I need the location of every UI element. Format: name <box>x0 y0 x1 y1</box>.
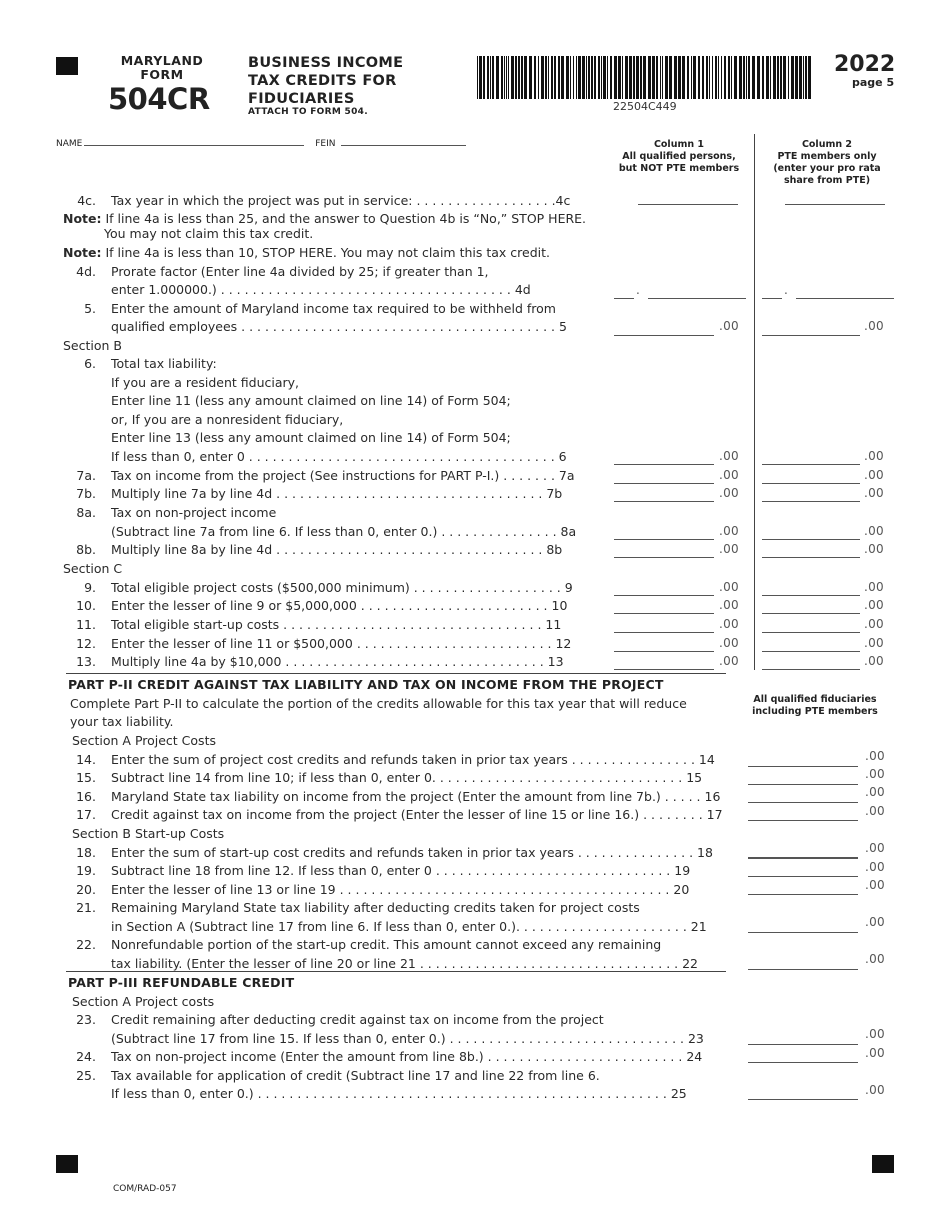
line-11-col1-field[interactable] <box>614 620 714 633</box>
cents: .00 <box>864 542 884 556</box>
barcode-bar <box>739 56 742 99</box>
cents: .00 <box>864 524 884 538</box>
barcode-bar <box>518 56 520 99</box>
cents: .00 <box>865 1083 885 1097</box>
barcode-bar <box>728 56 730 99</box>
line-4d-label-cont: enter 1.000000.) . . . . . . . . . . . . . . . . . . . . . . . . . . . . . . . . . . . . . 4d <box>111 282 531 297</box>
line-number: 10. <box>76 598 96 613</box>
line-number: 6. <box>84 356 96 371</box>
barcode-bar <box>746 56 747 99</box>
line-12-label: Enter the lesser of line 11 or $500,000 . . . . . . . . . . . . . . . . . . . . . . . . . 12 <box>111 636 572 651</box>
line-4d-col2-integer[interactable] <box>762 286 782 299</box>
barcode-bar <box>633 56 635 99</box>
line-12-col2-field[interactable] <box>762 639 860 652</box>
line-5-col1-field[interactable] <box>614 323 714 336</box>
cents: .00 <box>719 319 739 333</box>
line-number: 7b. <box>76 486 96 501</box>
line-4c-col1-field[interactable] <box>638 192 738 205</box>
barcode-bar <box>534 56 536 99</box>
line-13-col1-field[interactable] <box>614 657 714 670</box>
barcode <box>477 56 813 99</box>
line-18-field[interactable] <box>748 845 858 859</box>
barcode-bar <box>588 56 590 99</box>
attach-instruction: ATTACH TO FORM 504. <box>248 107 368 117</box>
line-9-label: Total eligible project costs ($500,000 minimum) . . . . . . . . . . . . . . . . . . . 9 <box>111 580 573 595</box>
section-a-project-costs: Section A Project Costs <box>72 733 216 748</box>
line-7a-col1-field[interactable] <box>614 471 714 484</box>
cents: .00 <box>865 749 885 763</box>
cents: .00 <box>719 468 739 482</box>
line-number: 8a. <box>76 505 96 520</box>
line-4d-col1-integer[interactable] <box>614 286 634 299</box>
barcode-bar <box>799 56 802 99</box>
barcode-bar <box>610 56 612 99</box>
name-field[interactable] <box>84 145 304 146</box>
barcode-bar <box>541 56 544 99</box>
barcode-bar <box>538 56 539 99</box>
barcode-bar <box>603 56 606 99</box>
barcode-bar <box>795 56 798 99</box>
form-title: BUSINESS INCOME TAX CREDITS FOR FIDUCIARIES <box>248 55 404 107</box>
barcode-bar <box>698 56 700 99</box>
line-21-field[interactable] <box>748 920 858 933</box>
barcode-bar <box>643 56 646 99</box>
barcode-bar <box>682 56 685 99</box>
barcode-bar <box>508 56 509 99</box>
cents: .00 <box>719 486 739 500</box>
column-divider <box>754 134 755 670</box>
barcode-bar <box>669 56 672 99</box>
barcode-bar <box>702 56 704 99</box>
section-rule <box>66 971 726 972</box>
barcode-bar <box>718 56 719 99</box>
barcode-bar <box>573 56 574 99</box>
page-number: page 5 <box>852 76 895 89</box>
line-11-col2-field[interactable] <box>762 620 860 633</box>
line-5-label: Enter the amount of Maryland income tax required to be withheld from <box>111 301 556 316</box>
cents: .00 <box>864 654 884 668</box>
barcode-bar <box>660 56 661 99</box>
barcode-bar <box>529 56 532 99</box>
barcode-bar <box>777 56 779 99</box>
line-22-label: Nonrefundable portion of the start-up credit. This amount cannot exceed any remaining <box>111 937 662 952</box>
line-6-resident-instr: Enter line 11 (less any amount claimed on line 14) of Form 504; <box>111 393 511 408</box>
barcode-bar <box>614 56 617 99</box>
line-14-field[interactable] <box>748 754 858 767</box>
line-number: 13. <box>76 654 96 669</box>
barcode-bar <box>586 56 587 99</box>
cents: .00 <box>865 1046 885 1060</box>
line-8a-label: Tax on non-project income <box>111 505 277 520</box>
barcode-bar <box>501 56 503 99</box>
line-6-label: Total tax liability: <box>111 356 217 371</box>
line-number: 20. <box>76 882 96 897</box>
barcode-bar <box>766 56 769 99</box>
barcode-bar <box>731 56 732 99</box>
barcode-bar <box>558 56 560 99</box>
barcode-bar <box>752 56 755 99</box>
line-number: 15. <box>76 770 96 785</box>
line-number: 14. <box>76 752 96 767</box>
line-15-label: Subtract line 14 from line 10; if less than 0, enter 0. . . . . . . . . . . . . . . . . . . . . . . . . . . . . . . . 15 <box>111 770 703 785</box>
barcode-bar <box>791 56 794 99</box>
form-code: COM/RAD-057 <box>113 1184 177 1194</box>
line-7b-col2-field[interactable] <box>762 489 860 502</box>
part-p2-title: PART P-II CREDIT AGAINST TAX LIABILITY AND TAX ON INCOME FROM THE PROJECT <box>68 677 664 692</box>
line-number: 22. <box>76 937 96 952</box>
barcode-bar <box>629 56 632 99</box>
line-23-field[interactable] <box>748 1032 858 1045</box>
barcode-bar <box>506 56 507 99</box>
line-number: 25. <box>76 1068 96 1083</box>
column-1-header: Column 1 All qualified persons, but NOT PTE members <box>618 139 740 174</box>
cents: .00 <box>865 804 885 818</box>
cents: .00 <box>864 449 884 463</box>
line-5-label-cont: qualified employees . . . . . . . . . . . . . . . . . . . . . . . . . . . . . . . . . . . . . . . . 5 <box>111 319 567 334</box>
line-20-field[interactable] <box>748 882 858 895</box>
line-4c-label: Tax year in which the project was put in service: . . . . . . . . . . . . . . . . . .4c <box>111 193 571 208</box>
part-p2-intro-cont: your tax liability. <box>70 714 174 729</box>
line-9-col1-field[interactable] <box>614 583 714 596</box>
barcode-bar <box>706 56 708 99</box>
barcode-bar <box>803 56 804 99</box>
line-number: 21. <box>76 900 96 915</box>
cents: .00 <box>865 1027 885 1041</box>
cents: .00 <box>865 841 885 855</box>
line-6-nonresident-instr: Enter line 13 (less any amount claimed on line 14) of Form 504; <box>111 430 511 445</box>
barcode-bar <box>788 56 789 99</box>
registration-mark <box>56 57 78 75</box>
cents: .00 <box>719 598 739 612</box>
cents: .00 <box>719 636 739 650</box>
line-21-label-cont: in Section A (Subtract line 17 from line 6. If less than 0, enter 0.). . . . . . . . . . . . . . . . . . . . . . 21 <box>111 919 707 934</box>
line-24-field[interactable] <box>748 1050 858 1063</box>
line-6-nonresident: or, If you are a nonresident fiduciary, <box>111 412 344 427</box>
barcode-bar <box>678 56 681 99</box>
line-6-resident: If you are a resident fiduciary, <box>111 375 300 390</box>
cents: .00 <box>864 486 884 500</box>
line-24-label: Tax on non-project income (Enter the amount from line 8b.) . . . . . . . . . . . . . . . . . . . . . . . . . 24 <box>111 1049 703 1064</box>
line-10-col2-field[interactable] <box>762 601 860 614</box>
line-17-field[interactable] <box>748 808 858 821</box>
line-13-label: Multiply line 4a by $10,000 . . . . . . . . . . . . . . . . . . . . . . . . . . . . . . . . . 13 <box>111 654 564 669</box>
cents: .00 <box>864 598 884 612</box>
cents: .00 <box>719 542 739 556</box>
cents: .00 <box>864 319 884 333</box>
section-b-heading: Section B <box>63 338 122 353</box>
line-22-field[interactable] <box>748 957 858 970</box>
barcode-bar <box>598 56 600 99</box>
barcode-bar <box>576 56 577 99</box>
cents: .00 <box>719 524 739 538</box>
barcode-bar <box>709 56 710 99</box>
line-20-label: Enter the lesser of line 13 or line 19 . . . . . . . . . . . . . . . . . . . . . . . . . . . . . . . . . . . . . . . . . . 20 <box>111 882 690 897</box>
barcode-bar <box>554 56 556 99</box>
section-c-heading: Section C <box>63 561 123 576</box>
barcode-bar <box>504 56 505 99</box>
fiduciaries-column-header: All qualified fiduciaries including PTE members <box>752 694 878 717</box>
cents: .00 <box>719 617 739 631</box>
barcode-bar <box>570 56 571 99</box>
line-8a-label-cont: (Subtract line 7a from line 6. If less than 0, enter 0.) . . . . . . . . . . . . . . . 8a <box>111 524 577 539</box>
cents: .00 <box>865 767 885 781</box>
line-14-label: Enter the sum of project cost credits and refunds taken in prior tax years . . . . . . . . . . . . . . . . 14 <box>111 752 715 767</box>
barcode-bar <box>636 56 639 99</box>
line-number: 24. <box>76 1049 96 1064</box>
line-number: 7a. <box>76 468 96 483</box>
barcode-bar <box>524 56 527 99</box>
barcode-bar <box>757 56 760 99</box>
cents: .00 <box>865 785 885 799</box>
barcode-bar <box>715 56 717 99</box>
barcode-bar <box>591 56 593 99</box>
cents: .00 <box>719 580 739 594</box>
column-2-header: Column 2 PTE members only (enter your pro rata share from PTE) <box>773 139 881 186</box>
line-6-label-cont: If less than 0, enter 0 . . . . . . . . . . . . . . . . . . . . . . . . . . . . . . . . . . . . . . . 6 <box>111 449 567 464</box>
line-4c-col2-field[interactable] <box>785 192 885 205</box>
line-8b-col2-field[interactable] <box>762 545 860 558</box>
line-7b-col1-field[interactable] <box>614 489 714 502</box>
barcode-bar <box>496 56 499 99</box>
barcode-number: 22504C449 <box>613 100 677 113</box>
barcode-bar <box>487 56 489 99</box>
barcode-bar <box>492 56 494 99</box>
line-8a-col1-field[interactable] <box>614 527 714 540</box>
barcode-bar <box>808 56 811 99</box>
line-16-field[interactable] <box>748 790 858 803</box>
barcode-bar <box>652 56 655 99</box>
line-12-col1-field[interactable] <box>614 639 714 652</box>
line-number: 4d. <box>76 264 96 279</box>
line-10-col1-field[interactable] <box>614 601 714 614</box>
part-p3-title: PART P-III REFUNDABLE CREDIT <box>68 975 295 990</box>
barcode-bar <box>582 56 585 99</box>
cents: .00 <box>864 617 884 631</box>
barcode-bar <box>770 56 771 99</box>
barcode-bar <box>805 56 807 99</box>
line-13-col2-field[interactable] <box>762 657 860 670</box>
line-number: 4c. <box>77 193 96 208</box>
barcode-bar <box>780 56 782 99</box>
barcode-bar <box>625 56 628 99</box>
barcode-bar <box>640 56 642 99</box>
fein-field[interactable] <box>341 145 466 146</box>
barcode-bar <box>734 56 737 99</box>
line-23-label: Credit remaining after deducting credit against tax on income from the project <box>111 1012 604 1027</box>
tax-year: 2022 <box>834 52 896 77</box>
line-4d-col2-decimal[interactable] <box>796 286 894 299</box>
barcode-bar <box>691 56 692 99</box>
cents: .00 <box>865 878 885 892</box>
section-b-startup-costs: Section B Start-up Costs <box>72 826 225 841</box>
registration-mark <box>872 1155 894 1173</box>
barcode-bar <box>648 56 651 99</box>
barcode-bar <box>551 56 553 99</box>
line-number: 23. <box>76 1012 96 1027</box>
barcode-bar <box>712 56 713 99</box>
barcode-bar <box>545 56 547 99</box>
line-25-label: Tax available for application of credit (Subtract line 17 and line 22 from line 6. <box>111 1068 600 1083</box>
line-6-col2-field[interactable] <box>762 452 860 465</box>
line-number: 18. <box>76 845 96 860</box>
barcode-bar <box>773 56 776 99</box>
form-number: 504CR <box>108 82 210 116</box>
line-7a-label: Tax on income from the project (See instructions for PART P-I.) . . . . . . . 7a <box>111 468 575 483</box>
form-state-label: MARYLAND FORM <box>120 53 204 82</box>
line-7b-label: Multiply line 7a by line 4d . . . . . . . . . . . . . . . . . . . . . . . . . . . . . . . . . . 7b <box>111 486 563 501</box>
part-p2-intro: Complete Part P-II to calculate the portion of the credits allowable for this tax year that will reduce <box>70 696 687 711</box>
line-9-col2-field[interactable] <box>762 583 860 596</box>
fein-label: FEIN <box>315 139 336 149</box>
line-11-label: Total eligible start-up costs . . . . . . . . . . . . . . . . . . . . . . . . . . . . . . . . . 11 <box>111 617 562 632</box>
line-10-label: Enter the lesser of line 9 or $5,000,000 . . . . . . . . . . . . . . . . . . . . . . . . 10 <box>111 598 568 613</box>
decimal-point: . <box>636 283 641 297</box>
note-line-4a-25-cont: You may not claim this tax credit. <box>104 226 314 241</box>
barcode-bar <box>748 56 750 99</box>
barcode-bar <box>578 56 581 99</box>
cents: .00 <box>719 654 739 668</box>
line-number: 19. <box>76 863 96 878</box>
line-8b-col1-field[interactable] <box>614 545 714 558</box>
line-18-label: Enter the sum of start-up cost credits and refunds taken in prior tax years . . . . . . . . . . . . . . . 18 <box>111 845 713 860</box>
decimal-point: . <box>784 283 789 297</box>
note-line-4a-10: Note: If line 4a is less than 10, STOP HERE. You may not claim this tax credit. <box>63 245 551 260</box>
cents: .00 <box>864 580 884 594</box>
cents: .00 <box>719 449 739 463</box>
cents: .00 <box>865 860 885 874</box>
barcode-bar <box>594 56 596 99</box>
barcode-bar <box>511 56 514 99</box>
line-23-label-cont: (Subtract line 17 from line 15. If less than 0, enter 0.) . . . . . . . . . . . . . . . . . . . . . . . . . . . . . . 23 <box>111 1031 704 1046</box>
line-number: 9. <box>84 580 96 595</box>
line-8b-label: Multiply line 8a by line 4d . . . . . . . . . . . . . . . . . . . . . . . . . . . . . . . . . . 8b <box>111 542 563 557</box>
line-25-field[interactable] <box>748 1087 858 1100</box>
line-number: 17. <box>76 807 96 822</box>
barcode-bar <box>601 56 602 99</box>
line-5-col2-field[interactable] <box>762 323 860 336</box>
line-number: 8b. <box>76 542 96 557</box>
barcode-bar <box>622 56 623 99</box>
line-22-label-cont: tax liability. (Enter the lesser of line 20 or line 21 . . . . . . . . . . . . . . . . . . . . . . . . . . . . . . . . . 22 <box>111 956 698 971</box>
barcode-bar <box>521 56 523 99</box>
barcode-bar <box>490 56 491 99</box>
section-a-project-costs-p3: Section A Project costs <box>72 994 215 1009</box>
line-19-label: Subtract line 18 from line 12. If less than 0, enter 0 . . . . . . . . . . . . . . . . . . . . . . . . . . . . . . 19 <box>111 863 691 878</box>
line-8a-col2-field[interactable] <box>762 527 860 540</box>
barcode-bar <box>762 56 764 99</box>
barcode-bar <box>662 56 663 99</box>
barcode-bar <box>548 56 549 99</box>
barcode-bar <box>665 56 668 99</box>
cents: .00 <box>864 468 884 482</box>
line-19-field[interactable] <box>748 864 858 877</box>
barcode-bar <box>687 56 689 99</box>
barcode-bar <box>479 56 482 99</box>
name-fein-row <box>56 139 466 149</box>
barcode-bar <box>515 56 517 99</box>
barcode-bar <box>561 56 564 99</box>
line-4d-col1-decimal[interactable] <box>648 286 746 299</box>
barcode-bar <box>693 56 696 99</box>
line-number: 11. <box>76 617 96 632</box>
barcode-bar <box>607 56 608 99</box>
barcode-bar <box>721 56 722 99</box>
barcode-bar <box>674 56 677 99</box>
cents: .00 <box>864 636 884 650</box>
line-number: 12. <box>76 636 96 651</box>
barcode-bar <box>656 56 658 99</box>
line-number: 16. <box>76 789 96 804</box>
name-label: NAME <box>56 139 83 149</box>
line-15-field[interactable] <box>748 772 858 785</box>
cents: .00 <box>865 915 885 929</box>
barcode-bar <box>783 56 786 99</box>
cents: .00 <box>865 952 885 966</box>
barcode-bar <box>618 56 621 99</box>
line-16-label: Maryland State tax liability on income from the project (Enter the amount from line 7b.) . . . . . 16 <box>111 789 721 804</box>
line-17-label: Credit against tax on income from the project (Enter the lesser of line 15 or line 16.) . . . . . . . . 17 <box>111 807 723 822</box>
registration-mark <box>56 1155 78 1173</box>
barcode-bar <box>743 56 745 99</box>
barcode-bar <box>724 56 726 99</box>
line-25-label-cont: If less than 0, enter 0.) . . . . . . . . . . . . . . . . . . . . . . . . . . . . . . . . . . . . . . . . . . . . . . . . . . . . 25 <box>111 1086 687 1101</box>
section-rule <box>66 673 726 674</box>
line-number: 5. <box>84 301 96 316</box>
barcode-bar <box>483 56 485 99</box>
barcode-bar <box>566 56 569 99</box>
note-line-4a-25: Note: If line 4a is less than 25, and the answer to Question 4b is “No,” STOP HERE. <box>63 211 587 226</box>
line-7a-col2-field[interactable] <box>762 471 860 484</box>
line-6-col1-field[interactable] <box>614 452 714 465</box>
line-21-label: Remaining Maryland State tax liability after deducting credits taken for project costs <box>111 900 640 915</box>
line-4d-label: Prorate factor (Enter line 4a divided by 25; if greater than 1, <box>111 264 489 279</box>
barcode-bar <box>477 56 478 99</box>
